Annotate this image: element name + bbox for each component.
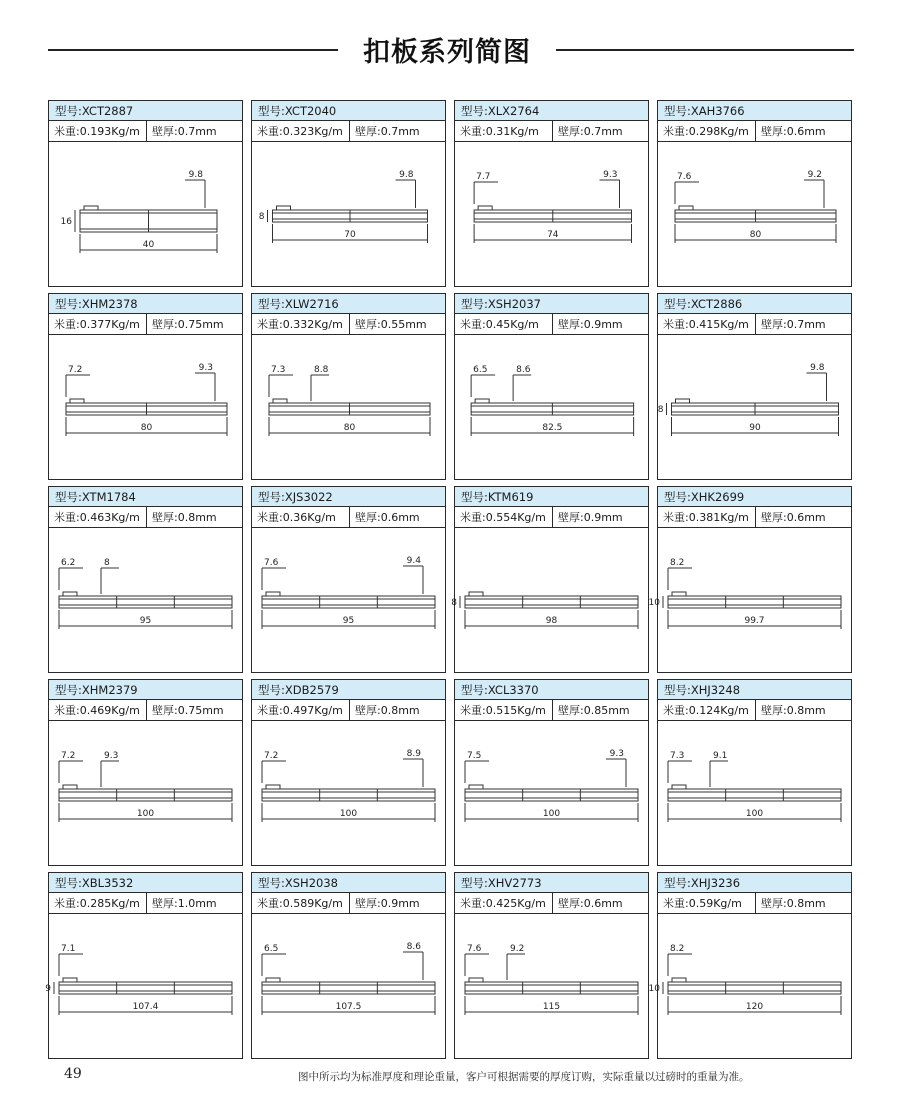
model-label: 型号:XCT2886 (658, 294, 851, 314)
thickness-label: 壁厚:0.7mm (152, 125, 217, 138)
dimension-width-label: 80 (343, 423, 356, 433)
dimension-width-label: 115 (542, 1002, 561, 1012)
weight-label: 米重:0.463Kg/m (54, 511, 140, 524)
profile-step (277, 206, 291, 210)
header-rule-right (556, 49, 854, 51)
weight-label: 米重:0.31Kg/m (460, 125, 539, 138)
model-label: 型号:XSH2038 (252, 873, 445, 893)
product-card (648, 486, 852, 673)
dimension-left-label: 6.2 (61, 558, 76, 568)
profile-drawing (455, 335, 648, 479)
product-card (48, 679, 243, 866)
profile-outline (668, 982, 841, 994)
product-card (454, 293, 649, 480)
profile-outline (465, 982, 638, 994)
dimension-left-label: 7.6 (264, 558, 279, 568)
dimension-width-label: 82.5 (542, 423, 563, 433)
model-label: 型号:XJS3022 (252, 487, 445, 507)
product-card (454, 872, 649, 1059)
product-card (45, 872, 243, 1059)
spec-divider (755, 314, 756, 335)
dimension-right-label: 8.6 (406, 942, 421, 952)
spec-divider (349, 121, 350, 142)
profile-step (469, 978, 483, 982)
profile-drawing (648, 914, 851, 1058)
footnote: 图中所示均为标准厚度和理论重量，客户可根据需要的厚度订购，实际重量以过磅时的重量为准。 (298, 1071, 750, 1083)
profile-diagram (49, 528, 242, 672)
product-card (48, 293, 243, 480)
model-label: 型号:XHJ3236 (658, 873, 851, 893)
spec-row (658, 121, 851, 142)
spec-divider (755, 893, 756, 914)
spec-row (252, 700, 445, 721)
model-label: 型号:XCT2040 (252, 101, 445, 121)
product-card (251, 100, 446, 287)
product-card (251, 679, 446, 866)
profile-outline (465, 789, 638, 801)
dimension-right-label: 9.2 (807, 170, 822, 180)
dimension-width-label: 100 (339, 809, 358, 819)
profile-drawing (252, 528, 445, 672)
dimension-mid-label: 9.3 (104, 751, 119, 761)
spec-divider (755, 507, 756, 528)
model-label: 型号:XCT2887 (49, 101, 242, 121)
thickness-label: 壁厚:1.0mm (152, 897, 217, 910)
spec-row (455, 314, 648, 335)
model-label: 型号:XLX2764 (455, 101, 648, 121)
spec-divider (755, 121, 756, 142)
thickness-label: 壁厚:0.9mm (355, 897, 420, 910)
dimension-left-label: 7.3 (271, 365, 286, 375)
profile-outline (262, 596, 435, 608)
weight-label: 米重:0.589Kg/m (257, 897, 343, 910)
thickness-label: 壁厚:0.8mm (152, 511, 217, 524)
thickness-label: 壁厚:0.9mm (558, 318, 623, 331)
thickness-label: 壁厚:0.75mm (152, 318, 224, 331)
thickness-label: 壁厚:0.6mm (761, 511, 826, 524)
profile-outline (59, 596, 232, 608)
spec-divider (552, 893, 553, 914)
spec-row (658, 893, 851, 914)
dimension-height-label: 8 (451, 598, 457, 608)
spec-divider (146, 121, 147, 142)
weight-label: 米重:0.415Kg/m (663, 318, 749, 331)
dimension-width-label: 74 (547, 230, 559, 240)
profile-diagram (658, 721, 851, 865)
product-card (451, 486, 649, 673)
weight-label: 米重:0.332Kg/m (257, 318, 343, 331)
dimension-height-label: 16 (60, 217, 72, 227)
profile-diagram (252, 528, 445, 672)
thickness-label: 壁厚:0.6mm (761, 125, 826, 138)
spec-row (658, 314, 851, 335)
profile-step (676, 399, 690, 403)
profile-step (70, 399, 84, 403)
dimension-left-label: 7.1 (61, 944, 76, 954)
thickness-label: 壁厚:0.6mm (558, 897, 623, 910)
dimension-width-label: 80 (140, 423, 153, 433)
spec-divider (552, 314, 553, 335)
dimension-width-label: 99.7 (744, 616, 765, 626)
model-label: 型号:XLW2716 (252, 294, 445, 314)
thickness-label: 壁厚:0.9mm (558, 511, 623, 524)
profile-drawing (49, 528, 242, 672)
profile-diagram (252, 721, 445, 865)
model-label: 型号:XTM1784 (49, 487, 242, 507)
product-card (48, 486, 243, 673)
dimension-width-label: 70 (344, 230, 356, 240)
profile-drawing (658, 721, 851, 865)
weight-label: 米重:0.425Kg/m (460, 897, 546, 910)
profile-drawing (252, 914, 445, 1058)
profile-step (469, 592, 483, 596)
spec-row (49, 121, 242, 142)
profile-drawing (49, 721, 242, 865)
weight-label: 米重:0.554Kg/m (460, 511, 546, 524)
profile-drawing (455, 914, 648, 1058)
spec-divider (349, 700, 350, 721)
product-card (648, 872, 852, 1059)
profile-diagram (252, 142, 445, 286)
model-label: 型号:XHJ3248 (658, 680, 851, 700)
spec-row (252, 121, 445, 142)
dimension-width-label: 120 (745, 1002, 764, 1012)
spec-row (455, 700, 648, 721)
page-number: 49 (64, 1066, 82, 1082)
product-card (251, 872, 446, 1059)
dimension-height-label: 8 (258, 212, 265, 222)
dimension-left-label: 7.5 (467, 751, 482, 761)
spec-divider (349, 507, 350, 528)
profile-drawing (455, 721, 648, 865)
spec-divider (146, 893, 147, 914)
spec-row (252, 314, 445, 335)
profile-outline (668, 596, 841, 608)
thickness-label: 壁厚:0.85mm (558, 704, 630, 717)
profile-step (672, 592, 686, 596)
model-label: 型号:XHK2699 (658, 487, 851, 507)
spec-row (455, 893, 648, 914)
profile-drawing (658, 142, 851, 286)
dimension-mid-label: 9.2 (510, 944, 525, 954)
profile-step (63, 978, 77, 982)
product-card (454, 679, 649, 866)
weight-label: 米重:0.377Kg/m (54, 318, 140, 331)
profile-drawing (49, 335, 242, 479)
product-grid (45, 100, 852, 1060)
dimension-left-label: 7.2 (264, 751, 279, 761)
profile-step (672, 978, 686, 982)
spec-divider (349, 893, 350, 914)
page-title: 扣板系列简图 (363, 37, 531, 68)
weight-label: 米重:0.381Kg/m (663, 511, 749, 524)
page-header (0, 30, 900, 74)
dimension-right-label: 9.8 (810, 363, 825, 373)
spec-row (658, 507, 851, 528)
profile-diagram (49, 721, 242, 865)
weight-label: 米重:0.298Kg/m (663, 125, 749, 138)
weight-label: 米重:0.59Kg/m (663, 897, 742, 910)
profile-step (469, 785, 483, 789)
spec-row (252, 893, 445, 914)
profile-step (679, 206, 693, 210)
profile-outline (668, 789, 841, 801)
spec-row (49, 700, 242, 721)
profile-drawing (252, 335, 445, 479)
profile-step (273, 399, 287, 403)
dimension-width-label: 107.4 (132, 1002, 159, 1012)
spec-row (49, 893, 242, 914)
profile-diagram (658, 142, 851, 286)
thickness-label: 壁厚:0.8mm (761, 704, 826, 717)
profile-diagram (252, 914, 445, 1058)
model-label: 型号:XBL3532 (49, 873, 242, 893)
model-label: 型号:XSH2037 (455, 294, 648, 314)
thickness-label: 壁厚:0.55mm (355, 318, 427, 331)
product-card (657, 293, 852, 480)
weight-label: 米重:0.323Kg/m (257, 125, 343, 138)
model-label: 型号:XHM2378 (49, 294, 242, 314)
profile-step (84, 206, 98, 210)
profile-step (478, 206, 492, 210)
profile-outline (465, 596, 638, 608)
spec-row (455, 507, 648, 528)
spec-divider (146, 700, 147, 721)
product-card (454, 100, 649, 287)
dimension-left-label: 7.6 (467, 944, 482, 954)
dimension-right-label: 9.8 (188, 170, 203, 180)
dimension-right-label: 9.8 (399, 170, 414, 180)
dimension-width-label: 95 (342, 616, 355, 626)
spec-divider (755, 700, 756, 721)
thickness-label: 壁厚:0.8mm (761, 897, 826, 910)
dimension-height-label: 10 (648, 984, 660, 994)
weight-label: 米重:0.497Kg/m (257, 704, 343, 717)
spec-row (252, 507, 445, 528)
dimension-mid-label: 9.1 (713, 751, 728, 761)
profile-step (475, 399, 489, 403)
dimension-right-label: 9.3 (198, 363, 213, 373)
spec-row (455, 121, 648, 142)
dimension-width-label: 98 (545, 616, 558, 626)
profile-step (266, 978, 280, 982)
spec-divider (552, 700, 553, 721)
weight-label: 米重:0.469Kg/m (54, 704, 140, 717)
product-card (251, 486, 446, 673)
profile-drawing (45, 914, 242, 1058)
profile-drawing (451, 528, 648, 672)
dimension-height-label: 9 (45, 984, 51, 994)
thickness-label: 壁厚:0.7mm (355, 125, 420, 138)
dimension-left-label: 8.2 (670, 944, 685, 954)
profile-step (63, 592, 77, 596)
dimension-mid-label: 8.8 (314, 365, 329, 375)
product-card (251, 293, 446, 480)
weight-label: 米重:0.124Kg/m (663, 704, 749, 717)
dimension-width-label: 107.5 (335, 1002, 362, 1012)
thickness-label: 壁厚:0.7mm (761, 318, 826, 331)
dimension-left-label: 7.7 (476, 172, 491, 182)
dimension-right-label: 9.3 (603, 170, 618, 180)
profile-diagram (252, 335, 445, 479)
dimension-height-label: 8 (657, 405, 664, 415)
weight-label: 米重:0.36Kg/m (257, 511, 336, 524)
profile-step (63, 785, 77, 789)
model-label: 型号:XAH3766 (658, 101, 851, 121)
profile-step (266, 592, 280, 596)
thickness-label: 壁厚:0.7mm (558, 125, 623, 138)
dimension-width-label: 40 (142, 240, 155, 250)
dimension-width-label: 90 (749, 423, 761, 433)
dimension-right-label: 8.9 (406, 749, 421, 759)
dimension-left-label: 8.2 (670, 558, 685, 568)
dimension-mid-label: 8 (104, 558, 110, 568)
product-card (48, 100, 243, 287)
profile-drawing (648, 528, 851, 672)
profile-diagram (658, 335, 851, 479)
dimension-left-label: 7.2 (61, 751, 76, 761)
dimension-left-label: 7.3 (670, 751, 685, 761)
dimension-width-label: 80 (749, 230, 762, 240)
dimension-height-label: 10 (648, 598, 660, 608)
spec-divider (349, 314, 350, 335)
profile-diagram (45, 914, 242, 1058)
profile-diagram (49, 142, 242, 286)
dimension-left-label: 6.5 (473, 365, 488, 375)
profile-diagram (451, 528, 648, 672)
profile-diagram (455, 721, 648, 865)
profile-drawing (658, 335, 851, 479)
dimension-left-label: 6.5 (264, 944, 279, 954)
weight-label: 米重:0.193Kg/m (54, 125, 140, 138)
profile-outline (59, 789, 232, 801)
thickness-label: 壁厚:0.75mm (152, 704, 224, 717)
dimension-right-label: 9.4 (406, 556, 421, 566)
model-label: 型号:XHV2773 (455, 873, 648, 893)
spec-divider (552, 121, 553, 142)
profile-drawing (252, 721, 445, 865)
profile-step (266, 785, 280, 789)
dimension-mid-label: 8.6 (516, 365, 531, 375)
model-label: 型号:XHM2379 (49, 680, 242, 700)
spec-divider (146, 507, 147, 528)
weight-label: 米重:0.515Kg/m (460, 704, 546, 717)
profile-outline (262, 982, 435, 994)
header-rule-left (48, 49, 338, 51)
product-card (657, 100, 852, 287)
model-label: 型号:XDB2579 (252, 680, 445, 700)
profile-drawing (455, 142, 648, 286)
profile-outline (262, 789, 435, 801)
spec-row (658, 700, 851, 721)
thickness-label: 壁厚:0.8mm (355, 704, 420, 717)
dimension-width-label: 95 (139, 616, 152, 626)
spec-divider (552, 507, 553, 528)
profile-drawing (49, 142, 242, 286)
product-card (657, 679, 852, 866)
profile-diagram (49, 335, 242, 479)
profile-diagram (455, 335, 648, 479)
profile-diagram (455, 142, 648, 286)
dimension-width-label: 100 (745, 809, 764, 819)
dimension-left-label: 7.2 (68, 365, 83, 375)
dimension-right-label: 9.3 (609, 749, 624, 759)
model-label: 型号:KTM619 (455, 487, 648, 507)
dimension-left-label: 7.6 (677, 172, 692, 182)
profile-drawing (252, 142, 445, 286)
profile-outline (59, 982, 232, 994)
profile-diagram (455, 914, 648, 1058)
dimension-width-label: 100 (542, 809, 561, 819)
weight-label: 米重:0.45Kg/m (460, 318, 539, 331)
profile-diagram (648, 914, 851, 1058)
dimension-width-label: 100 (136, 809, 155, 819)
spec-row (49, 507, 242, 528)
profile-diagram (648, 528, 851, 672)
spec-divider (146, 314, 147, 335)
profile-step (672, 785, 686, 789)
spec-row (49, 314, 242, 335)
thickness-label: 壁厚:0.6mm (355, 511, 420, 524)
model-label: 型号:XCL3370 (455, 680, 648, 700)
weight-label: 米重:0.285Kg/m (54, 897, 140, 910)
